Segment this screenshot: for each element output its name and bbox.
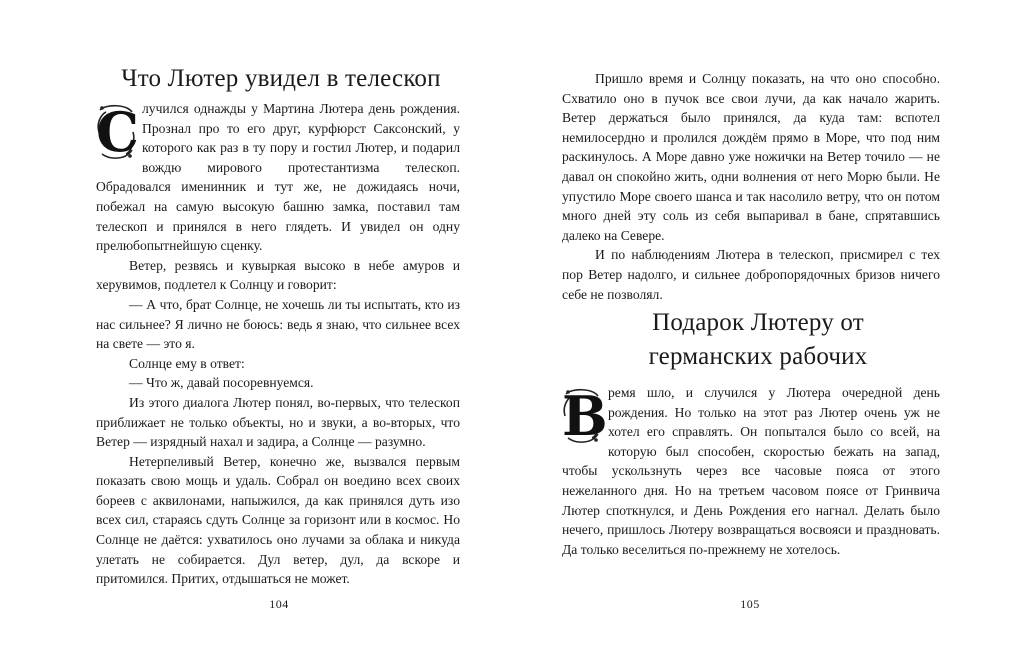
chapter-title-line: германских рабочих bbox=[648, 343, 868, 370]
paragraph: Ветер, резвясь и кувыркая высоко в небе амуров и херувимов, подлетел к Солнцу и говорит: bbox=[96, 257, 460, 293]
dialogue-line: — А что, брат Солнце, не хочешь ли ты испытать, кто из нас сильнее? Я лично не боюсь: ведь я знаю, что сильнее всех на свете — это я. bbox=[96, 296, 460, 352]
paragraph: Пришло время и Солнцу показать, на что оно способно. Схватило оно в пучок все свои лучи, да как начало жарить. Ветер держаться было принялся, да куда там: вспотел немилосердно и пролился дождём прямо в Море, что под ним раскинулось. А Море давно уже ножички на Ветер точило — не давал он спокойно жить, одни волнения от него Морю были. Не упустило Море своего шанса и так насолило ветру, что он потом много дней эту соль из себя выпаривал в бане, спрятавшись далеко на Севере. bbox=[562, 71, 940, 243]
right-page bbox=[512, 0, 1024, 658]
chapter-title: Что Лютер увидел в телескоп bbox=[121, 65, 441, 92]
drop-cap-letter: С bbox=[96, 100, 139, 164]
page-number: 105 bbox=[740, 597, 760, 611]
paragraph: Солнце ему в ответ: bbox=[129, 355, 245, 371]
chapter-title-line: Подарок Лютеру от bbox=[652, 309, 864, 336]
page-number: 104 bbox=[269, 597, 289, 611]
paragraph-text: ремя шло, и случился у Лютера очередной день рождения. Но только на этот раз Лютер очень уж не хотел его справлять. Он попытался было со всей, на которую был способен, скоростью бежать на запад, чтобы ускользнуть через все часовые пояса от этого нежеланного дня. Но на третьем часовом поясе от Гринвича Лютер споткнулся, и День Рождения его нагнал. Делать было нечего, пришлось Лютеру возвращаться восвояси и праздновать. Да только веселиться по-прежнему не хотелось. bbox=[562, 385, 940, 557]
chapter-body bbox=[96, 99, 460, 589]
paragraph-text: лучился однажды у Мартина Лютера день рождения. Прознал про то его друг, курфюрст Саксонский, у которого как раз в ту пору и гостил Лютер, и подарил вождю мирового протестантизма телескоп. Обрадовался именинник и тут же, не дожидаясь ночи, побежал на самую высокую башню замка, поставил там телескоп и принялся в него глядеть. И увидел он одну прелюбопытнейшую сценку. bbox=[96, 101, 460, 254]
paragraph: Нетерпеливый Ветер, конечно же, вызвался первым показать свою мощь и удаль. Собрал он воедино всех своих бореев с аквилонами, напыжился, да как принялся дуть изо всех сил, стараясь сдуть Солнце за горизонт или в космос. Но Солнце не даётся: ухватилось оно лучами за облака и никуда улетать не собирается. Дул ветер, дул, да вскоре и притомился. Притих, отдышаться не может. bbox=[96, 453, 460, 587]
drop-cap-letter: В bbox=[562, 384, 608, 448]
paragraph: Из этого диалога Лютер понял, во-первых, что телескоп приближает не только объекты, но и звуки, а во-вторых, что Ветер — изрядный нахал и задира, а Солнце — разумно. bbox=[96, 394, 460, 450]
opening-paragraph bbox=[96, 99, 460, 256]
chapter-body-continued bbox=[562, 69, 940, 304]
opening-paragraph bbox=[562, 383, 940, 559]
dialogue-line: — Что ж, давай посоревнуемся. bbox=[129, 375, 314, 391]
drop-cap-ornament bbox=[562, 384, 608, 448]
paragraph: И по наблюдениям Лютера в телескоп, присмирел с тех пор Ветер надолго, и сильнее добропорядочных бризов ничего себе не позволял. bbox=[562, 247, 940, 302]
drop-cap-ornament bbox=[96, 100, 139, 164]
chapter-title bbox=[572, 306, 944, 374]
chapter-body bbox=[562, 383, 940, 559]
